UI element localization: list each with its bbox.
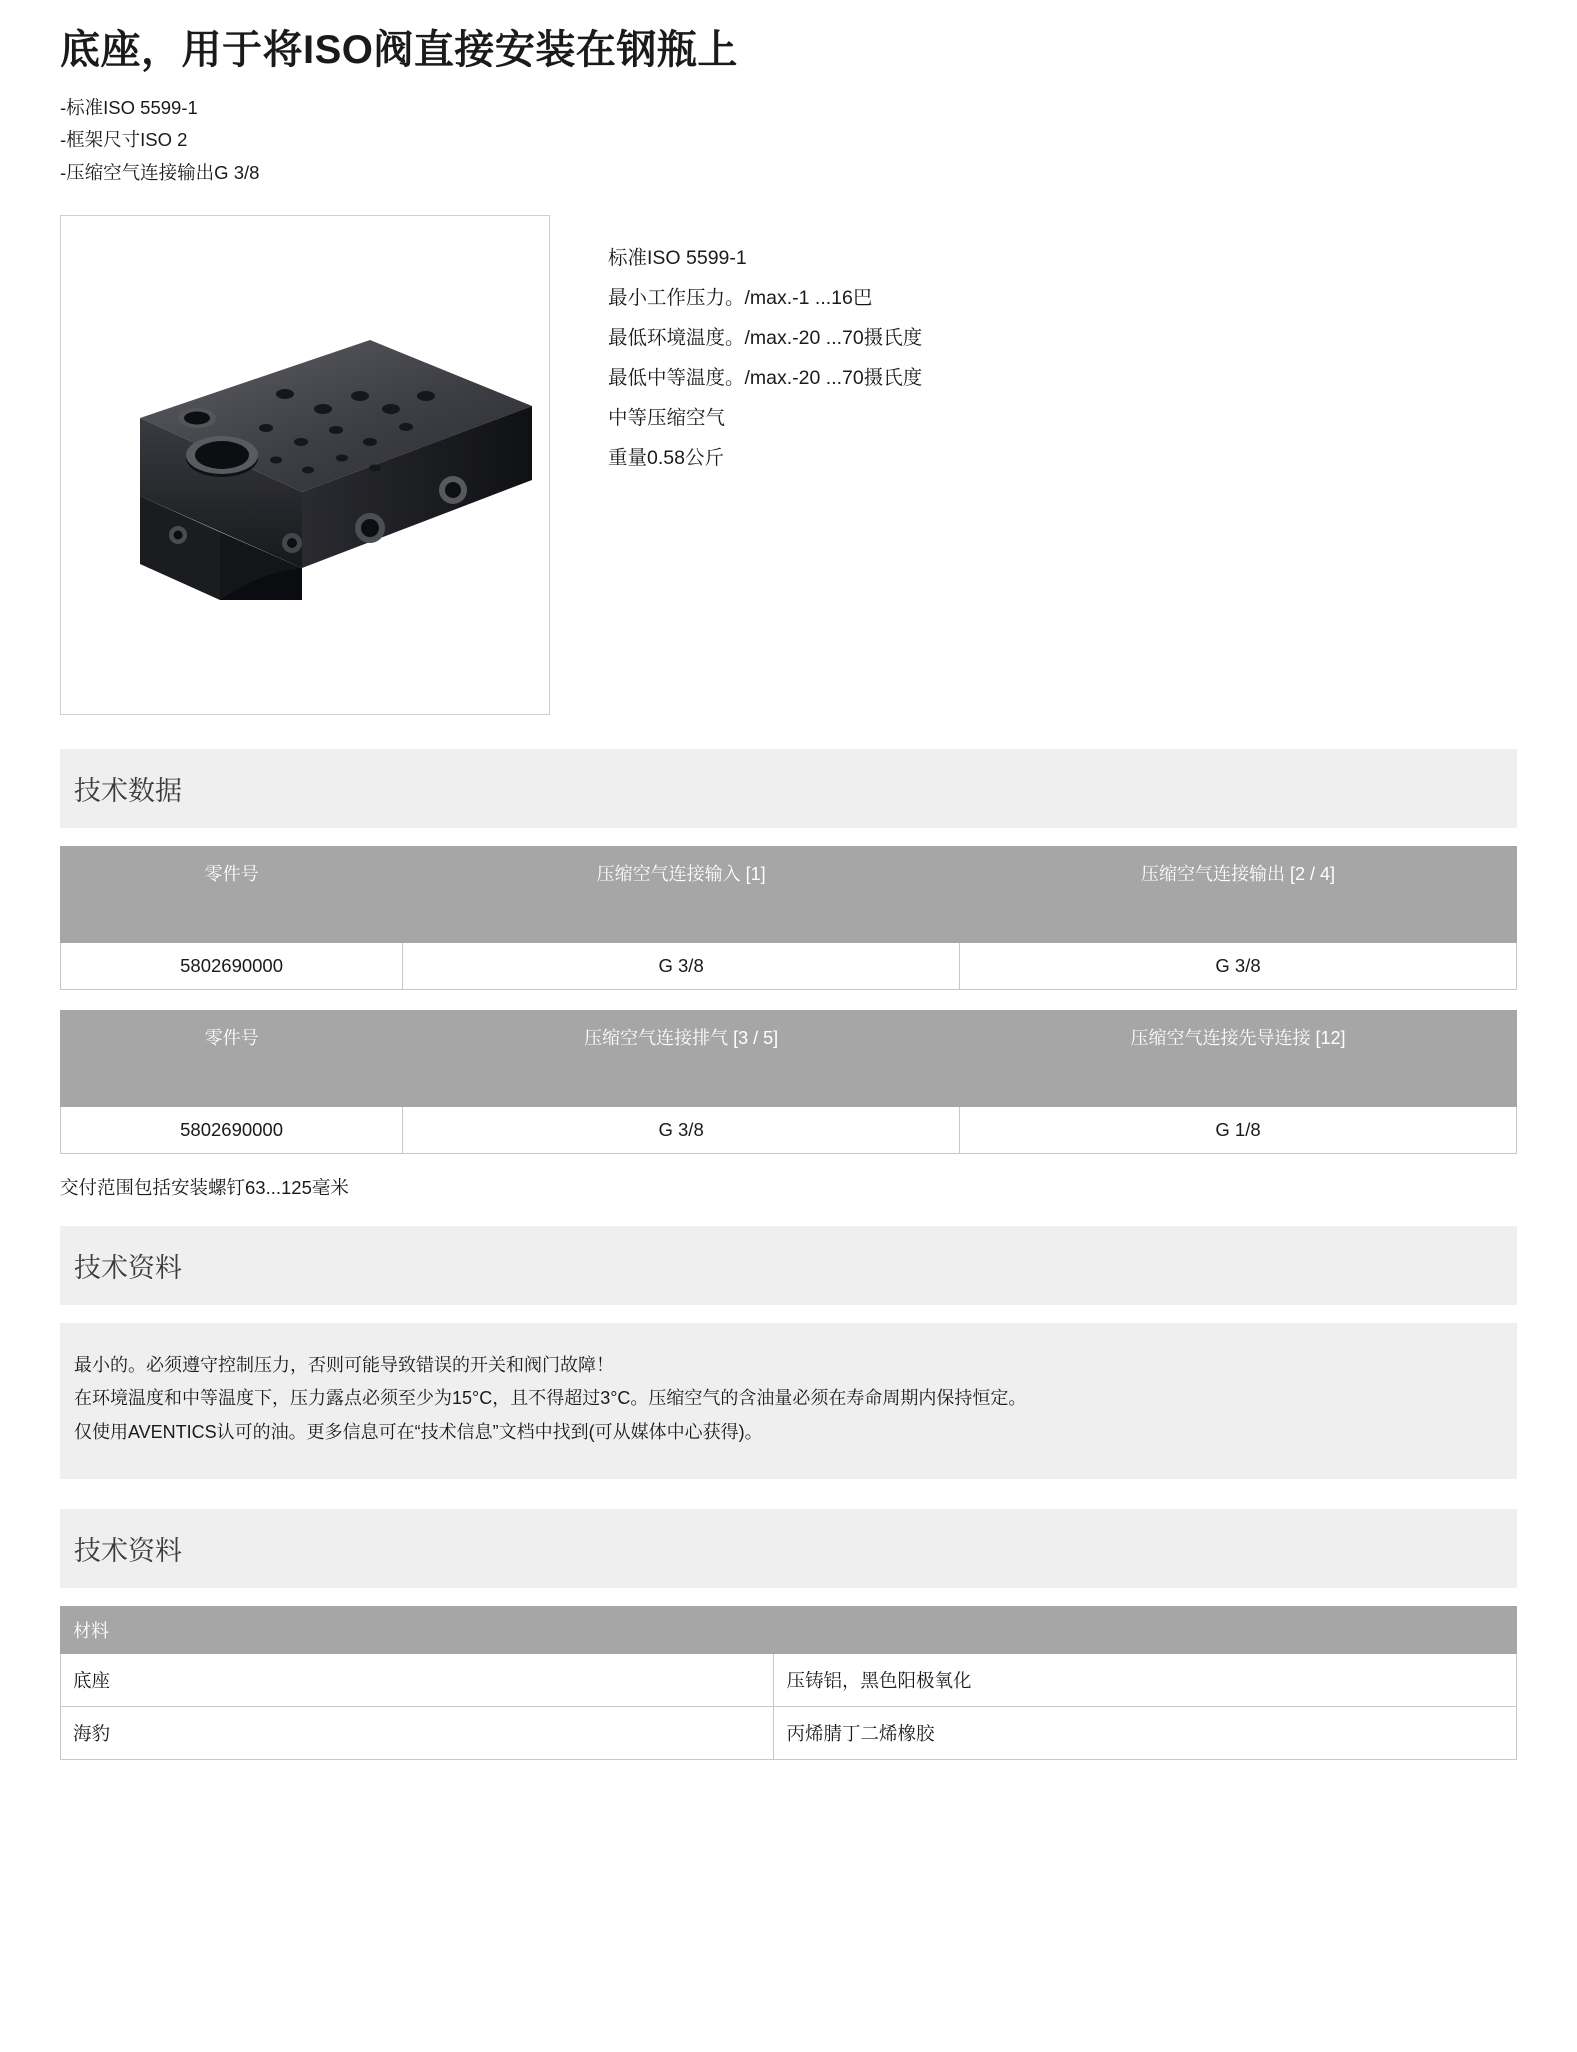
bullet-item: -压缩空气连接输出G 3/8	[60, 161, 260, 183]
cell-air-outlet: G 3/8	[960, 943, 1517, 990]
column-header-pilot: 压缩空气连接先导连接 [12]	[960, 1011, 1517, 1107]
spec-item: 标准ISO 5599-1	[608, 247, 747, 270]
cell-part-number: 5802690000	[61, 1107, 403, 1154]
info-line: 在环境温度和中等温度下，压力露点必须至少为15°C，且不得超过3°C。压缩空气的含油量必须在寿命周期内保持恒定。	[74, 1388, 1027, 1409]
column-header-exhaust: 压缩空气连接排气 [3 / 5]	[403, 1011, 960, 1107]
spec-item: 中等压缩空气	[608, 407, 726, 429]
cell-material-part: 底座	[61, 1654, 774, 1707]
cell-material-value: 压铸铝，黑色阳极氧化	[774, 1654, 1517, 1707]
header-bullet-list	[60, 92, 1517, 189]
bullet-item: -标准ISO 5599-1	[60, 97, 198, 118]
column-header-part-number: 零件号	[61, 1011, 403, 1107]
cell-air-inlet: G 3/8	[403, 943, 960, 990]
spec-item: 最低中等温度。/max.-20 ...70摄氏度	[608, 367, 923, 390]
spec-item: 重量0.58公斤	[608, 446, 724, 469]
info-line: 最小的。必须遵守控制压力，否则可能导致错误的开关和阀门故障！	[74, 1355, 614, 1376]
table-row	[61, 1654, 1517, 1707]
spec-item: 最低环境温度。/max.-20 ...70摄氏度	[608, 327, 923, 350]
product-image	[60, 215, 550, 715]
table-header-row	[61, 847, 1517, 943]
column-header-air-inlet: 压缩空气连接输入 [1]	[403, 847, 960, 943]
section-header-technical-info-2	[60, 1509, 1517, 1588]
cell-material-part: 海豹	[61, 1707, 774, 1760]
cell-pilot: G 1/8	[960, 1107, 1517, 1154]
cell-material-value: 丙烯腈丁二烯橡胶	[774, 1707, 1517, 1760]
product-spec-list	[608, 215, 922, 479]
delivery-scope-note: 交付范围包括安装螺钉63...125毫米	[60, 1177, 349, 1199]
cell-exhaust: G 3/8	[403, 1107, 960, 1154]
column-header-air-outlet: 压缩空气连接输出 [2 / 4]	[960, 847, 1517, 943]
column-header-material: 材料	[61, 1607, 774, 1654]
table-row	[61, 1107, 1517, 1154]
section-title: 技术资料	[74, 1536, 182, 1567]
technical-data-table-1	[60, 846, 1517, 990]
section-title: 技术资料	[74, 1253, 182, 1284]
valve-base-plate-illustration	[70, 300, 540, 630]
section-header-technical-data	[60, 749, 1517, 828]
column-header-part-number: 零件号	[61, 847, 403, 943]
table-header-row	[61, 1607, 1517, 1654]
info-line: 仅使用AVENTICS认可的油。更多信息可在“技术信息”文档中找到(可从媒体中心获得)。	[74, 1421, 763, 1442]
column-header-material-value	[774, 1607, 1517, 1654]
technical-info-block	[60, 1323, 1517, 1479]
cell-part-number: 5802690000	[61, 943, 403, 990]
table-header-row	[61, 1011, 1517, 1107]
table-row	[61, 943, 1517, 990]
bullet-item: -框架尺寸ISO 2	[60, 129, 188, 151]
product-overview	[60, 215, 1517, 715]
material-table	[60, 1606, 1517, 1760]
section-header-technical-info-1	[60, 1226, 1517, 1305]
page-title: 底座，用于将ISO阀直接安装在钢瓶上	[60, 28, 738, 72]
table-row	[61, 1707, 1517, 1760]
spec-item: 最小工作压力。/max.-1 ...16巴	[608, 287, 873, 310]
section-title: 技术数据	[74, 776, 182, 807]
technical-data-table-2	[60, 1010, 1517, 1154]
